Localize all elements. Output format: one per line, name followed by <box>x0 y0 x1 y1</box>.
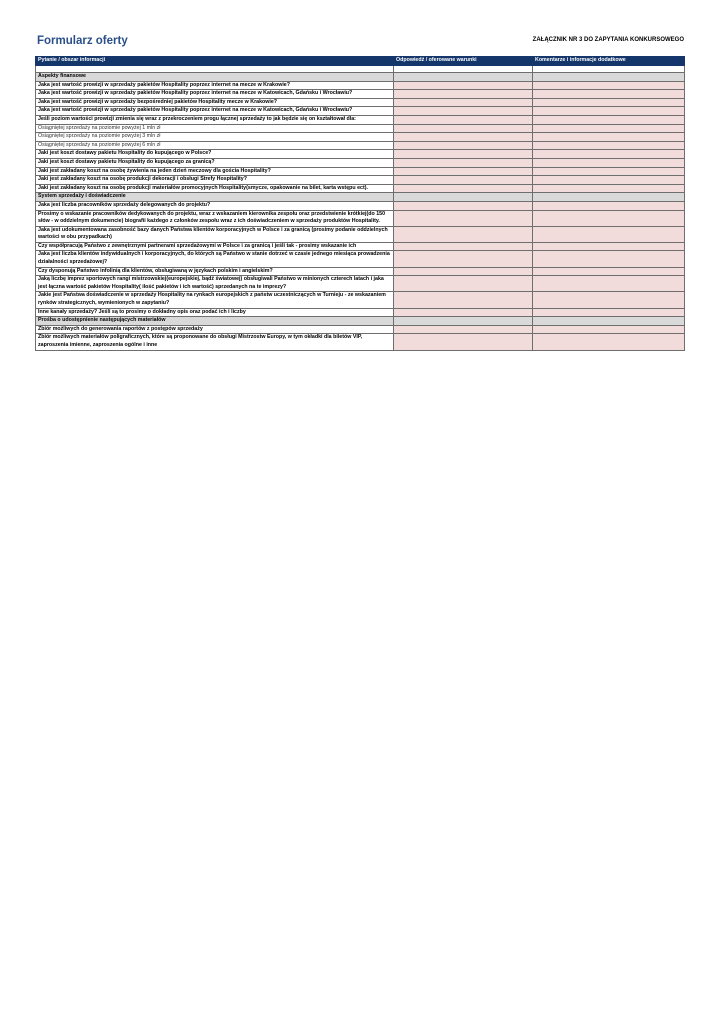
comment-cell[interactable] <box>533 251 685 267</box>
answer-cell <box>394 73 533 82</box>
question-cell: Jaka jest wartość prowizji w sprzedaży pakietów Hospitality poprzez internet na mecze w Katowicach, Gdańsku i Wrocławiu? <box>36 90 394 99</box>
question-cell: Jaką liczbę imprez sportowych rangi mistrzowskiej(europejskiej, bądź światowej) obsługiwali Państwo w minionych czterech latach i jaka jest łączna wartość pakietów Hospitality( ilość pakietów i ich wartość) sprzedanych na te imprezy? <box>36 276 394 292</box>
table-header-row <box>36 57 685 66</box>
table-row <box>36 167 685 176</box>
table-row <box>36 251 685 267</box>
comment-cell[interactable] <box>533 90 685 99</box>
offer-form-table <box>35 56 685 351</box>
column-header-answer: Odpowiedź / oferowane warunki <box>394 57 533 66</box>
table-row <box>36 141 685 150</box>
column-header-comments: Komentarze i informacje dodatkowe <box>533 57 685 66</box>
table-row <box>36 133 685 142</box>
question-cell: Czy współpracują Państwo z zewnętrznymi partnerami sprzedażowymi w Polsce i za granicą i jeśli tak - prosimy wskazanie ich <box>36 242 394 251</box>
question-cell: Jeśli poziom wartości prowizji zmienia się wraz z przekroczeniem progu łącznej sprzedaży to jak będzie się on kształtował dla: <box>36 115 394 124</box>
comment-cell[interactable] <box>533 141 685 150</box>
comment-cell <box>533 66 685 73</box>
table-row <box>36 81 685 90</box>
question-cell: Czy dysponują Państwo infolinią dla klientów, obsługiwaną w językach polskim i angielskim? <box>36 267 394 276</box>
table-row <box>36 184 685 193</box>
question-cell: Zbiór możliwych materiałów poligraficznych, które są proponowane do obsługi Mistrzostw Europy, w tym okładki dla biletów VIP, zaproszenia imienne, zaproszenia ogólne i inne <box>36 334 394 350</box>
question-cell: Jakie jest Państwa doświadczenie w sprzedaży Hospitality na rynkach europejskich z państw uczestniczących w Turnieju - ze wskazaniem rynków strategicznych, wymienionych w zapytaniu? <box>36 292 394 308</box>
answer-cell[interactable] <box>394 124 533 133</box>
section-row <box>36 317 685 326</box>
table-row <box>36 242 685 251</box>
question-cell: Inne kanały sprzedaży? Jeśli są to prosimy o dokładny opis oraz podać ich i liczby <box>36 308 394 317</box>
table-row <box>36 150 685 159</box>
answer-cell[interactable] <box>394 276 533 292</box>
question-cell: Jaki jest zakładany koszt na osobę produkcji dekoracji i obsługi Strefy Hospitality? <box>36 176 394 185</box>
question-cell: Jaka jest liczba klientów indywidualnych i korporacyjnych, do których są Państwo w stanie dotrzeć w czasie jednego miesiąca prowadzenia działalności sprzedażowej? <box>36 251 394 267</box>
comment-cell[interactable] <box>533 133 685 142</box>
question-cell: Jaka jest wartość prowizji w sprzedaży pakietów Hospitality poprzez internet na mecze w Krakowie? <box>36 81 394 90</box>
comment-cell[interactable] <box>533 210 685 226</box>
table-row <box>36 226 685 242</box>
answer-cell[interactable] <box>394 115 533 124</box>
attachment-label: ZAŁĄCZNIK NR 3 DO ZAPYTANIA KONKURSOWEGO <box>532 37 684 43</box>
comment-cell[interactable] <box>533 81 685 90</box>
comment-cell[interactable] <box>533 167 685 176</box>
question-cell: Jaka jest wartość prowizji w sprzedaży bezpośredniej pakietów Hospitality mecze w Krakowie? <box>36 98 394 107</box>
answer-cell[interactable] <box>394 267 533 276</box>
answer-cell[interactable] <box>394 184 533 193</box>
blank-row <box>36 66 685 73</box>
comment-cell[interactable] <box>533 308 685 317</box>
table-row <box>36 158 685 167</box>
comment-cell[interactable] <box>533 267 685 276</box>
comment-cell[interactable] <box>533 292 685 308</box>
comment-cell[interactable] <box>533 158 685 167</box>
question-cell: Jaka jest wartość prowizji w sprzedaży pakietów Hospitality poprzez internet na mecze w Katowicach, Gdańsku i Wrocławiu? <box>36 107 394 116</box>
question-cell: Jaki jest koszt dostawy pakietu Hospitality do kupującego w Polsce? <box>36 150 394 159</box>
answer-cell <box>394 66 533 73</box>
form-title: Formularz oferty <box>37 35 128 47</box>
answer-cell[interactable] <box>394 325 533 334</box>
table-row <box>36 334 685 350</box>
comment-cell[interactable] <box>533 98 685 107</box>
comment-cell[interactable] <box>533 124 685 133</box>
question-cell: Jaka jest liczba pracowników sprzedaży delegowanych do projektu? <box>36 201 394 210</box>
table-row <box>36 98 685 107</box>
question-cell: Jaki jest koszt dostawy pakietu Hospitality do kupującego za granicą? <box>36 158 394 167</box>
table-row <box>36 90 685 99</box>
comment-cell[interactable] <box>533 201 685 210</box>
answer-cell[interactable] <box>394 334 533 350</box>
table-row <box>36 308 685 317</box>
question-cell: Jaki jest zakładany koszt na osobę produkcji materiałów promocyjnych Hospitality(smycze, opakowanie na bilet, karta wstępu ect). <box>36 184 394 193</box>
comment-cell[interactable] <box>533 276 685 292</box>
comment-cell <box>533 73 685 82</box>
answer-cell[interactable] <box>394 167 533 176</box>
comment-cell[interactable] <box>533 107 685 116</box>
table-row <box>36 210 685 226</box>
answer-cell[interactable] <box>394 176 533 185</box>
answer-cell[interactable] <box>394 90 533 99</box>
question-cell: Jaki jest zakładany koszt na osobę żywienia na jeden dzień meczowy dla gościa Hospitality? <box>36 167 394 176</box>
comment-cell <box>533 317 685 326</box>
answer-cell[interactable] <box>394 210 533 226</box>
question-cell: Osiągniętej sprzedaży na poziomie powyżej 3 mln zł <box>36 133 394 142</box>
answer-cell[interactable] <box>394 98 533 107</box>
comment-cell[interactable] <box>533 226 685 242</box>
answer-cell[interactable] <box>394 107 533 116</box>
answer-cell[interactable] <box>394 150 533 159</box>
section-row <box>36 193 685 202</box>
table-row <box>36 292 685 308</box>
comment-cell[interactable] <box>533 242 685 251</box>
section-row <box>36 73 685 82</box>
answer-cell[interactable] <box>394 133 533 142</box>
answer-cell[interactable] <box>394 308 533 317</box>
question-cell: Jaka jest udokumentowana zasobność bazy danych Państwa klientów korporacyjnych w Polsce i za granicą (prosimy podanie oddzielnych wartości w obu przypadkach) <box>36 226 394 242</box>
answer-cell <box>394 193 533 202</box>
table-row <box>36 124 685 133</box>
answer-cell[interactable] <box>394 226 533 242</box>
question-cell: Osiągniętej sprzedaży na poziomie powyżej 1 mln zł <box>36 124 394 133</box>
question-cell: Zbiór możliwych do generowania raportów z postępów sprzedaży <box>36 325 394 334</box>
section-title: Prośba o udostępnienie następujących materiałów <box>36 317 394 326</box>
question-cell <box>36 66 394 73</box>
answer-cell <box>394 317 533 326</box>
table-row <box>36 107 685 116</box>
section-title: System sprzedaży i doświadczenie <box>36 193 394 202</box>
answer-cell[interactable] <box>394 292 533 308</box>
table-row <box>36 176 685 185</box>
comment-cell[interactable] <box>533 334 685 350</box>
table-row <box>36 115 685 124</box>
answer-cell[interactable] <box>394 158 533 167</box>
table-row <box>36 276 685 292</box>
comment-cell[interactable] <box>533 115 685 124</box>
answer-cell[interactable] <box>394 141 533 150</box>
column-header-question: Pytanie / obszar informacji <box>36 57 394 66</box>
comment-cell[interactable] <box>533 184 685 193</box>
question-cell: Prosimy o wskazanie pracowników dedykowanych do projektu, wraz z wskazaniem kierownika zespołu oraz przedstwienie krótkiej(do 150 słów - w oddzielnym dokumencie) biografii każdego z członków zespołu wraz z ich doświadczeniem w sprzedaży produktów Hospitality. <box>36 210 394 226</box>
answer-cell[interactable] <box>394 242 533 251</box>
table-row <box>36 267 685 276</box>
comment-cell[interactable] <box>533 325 685 334</box>
table-row <box>36 201 685 210</box>
comment-cell <box>533 193 685 202</box>
answer-cell[interactable] <box>394 251 533 267</box>
comment-cell[interactable] <box>533 150 685 159</box>
question-cell: Osiągniętej sprzedaży na poziomie powyżej 6 mln zł <box>36 141 394 150</box>
section-title: Aspekty finansowe <box>36 73 394 82</box>
answer-cell[interactable] <box>394 81 533 90</box>
answer-cell[interactable] <box>394 201 533 210</box>
comment-cell[interactable] <box>533 176 685 185</box>
table-row <box>36 325 685 334</box>
table-body <box>36 66 685 351</box>
